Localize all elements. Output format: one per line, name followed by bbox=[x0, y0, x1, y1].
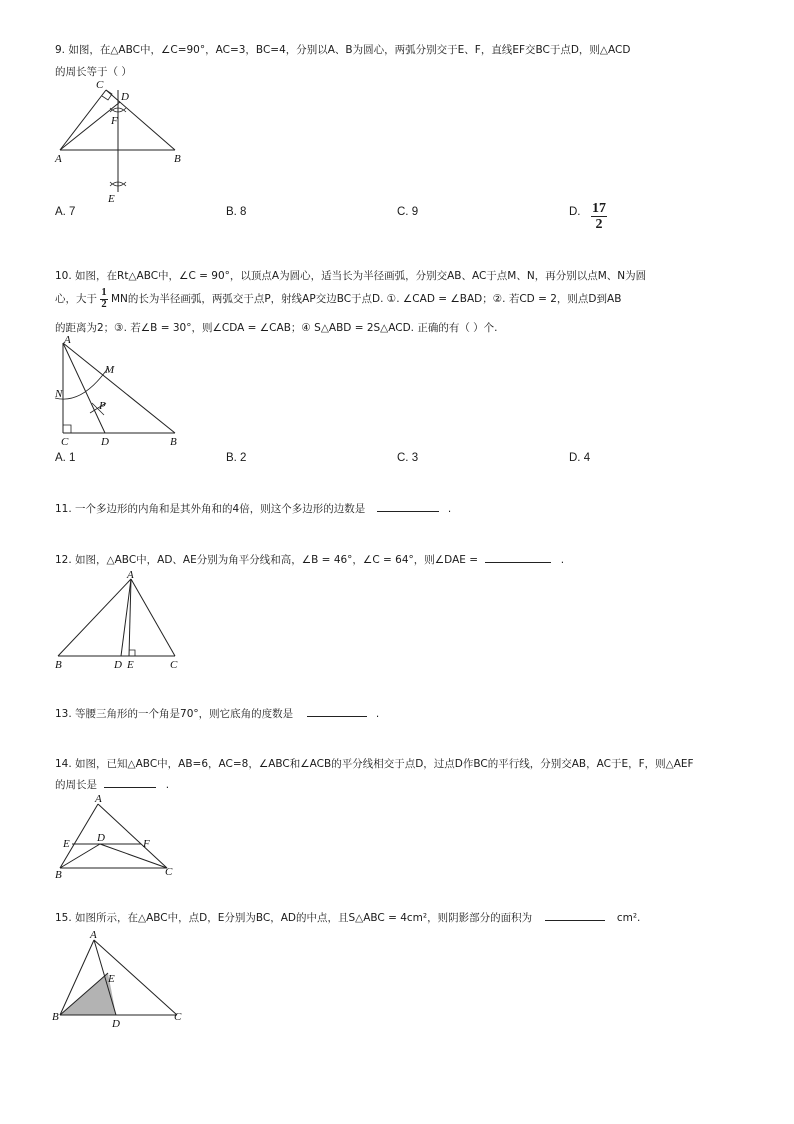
q9-option-b[interactable]: B. 8 bbox=[226, 206, 247, 218]
q13-text: 13. 等腰三角形的一个角是70°，则它底角的度数是 bbox=[55, 708, 294, 720]
q10-option-d[interactable]: D. 4 bbox=[569, 452, 591, 464]
q14-label-a: A bbox=[95, 793, 102, 805]
q10-label-p: P bbox=[99, 400, 106, 412]
q10-option-c[interactable]: C. 3 bbox=[397, 452, 419, 464]
q15-label-b: B bbox=[52, 1011, 59, 1023]
q9-figure bbox=[50, 78, 200, 208]
q10-stem-line2-post: MN的长为半径画弧，两弧交于点P，射线AP交边BC于点D. ①. ∠CAD = ∠BAD；②. 若CD = 2，则点D到AB bbox=[110, 293, 622, 305]
q14-label-f: F bbox=[143, 838, 150, 850]
q14-answer-blank[interactable] bbox=[104, 787, 156, 788]
q14-label-b: B bbox=[55, 869, 62, 881]
q9-option-d-numerator: 17 bbox=[592, 201, 606, 216]
q10-figure bbox=[50, 333, 190, 448]
q10-label-n: N bbox=[55, 388, 63, 400]
q10-stem-line1: 10. 如图，在Rt△ABC中，∠C = 90°，以顶点A为圆心，适当长为半径画弧，分别交AB、AC于点M、N，再分别以点M、N为圆 bbox=[55, 270, 647, 282]
q12-label-b: B bbox=[55, 659, 62, 671]
q12-end: . bbox=[560, 554, 565, 566]
q14-stem-line1: 14. 如图，已知△ABC中，AB=6，AC=8，∠ABC和∠ACB的平分线相交于点D，过点D作BC的平行线，分别交AB，AC于E，F，则△AEF bbox=[55, 758, 694, 770]
q13-answer-blank[interactable] bbox=[307, 716, 367, 717]
q9-stem-line1: 9. 如图，在△ABC中，∠C=90°，AC=3，BC=4，分别以A、B为圆心，两弧分别交于E、F，直线EF交BC于点D，则△ACD bbox=[55, 44, 631, 56]
q10-label-c: C bbox=[61, 436, 69, 448]
q9-label-e: E bbox=[108, 193, 115, 205]
q11-end: . bbox=[447, 503, 452, 515]
q10-stem-line2-pre: 心，大于 bbox=[55, 293, 97, 305]
q9-option-d[interactable]: D. bbox=[569, 206, 581, 218]
q15-text: 15. 如图所示，在△ABC中，点D，E分别为BC，AD的中点，且S△ABC = 4cm²，则阴影部分的面积为 bbox=[55, 912, 533, 924]
q15-figure bbox=[50, 925, 190, 1035]
q9-label-c: C bbox=[96, 79, 104, 91]
q10-half-numerator: 1 bbox=[101, 287, 107, 298]
q14-figure bbox=[50, 790, 190, 885]
q15-label-c: C bbox=[174, 1011, 182, 1023]
q9-label-b: B bbox=[174, 153, 181, 165]
q10-stem-line2 bbox=[55, 288, 621, 310]
q14-label-c: C bbox=[165, 866, 173, 878]
q9-option-d-denominator: 2 bbox=[595, 217, 603, 233]
q12-label-c: C bbox=[170, 659, 178, 671]
q12-label-e: E bbox=[127, 659, 134, 671]
q9-option-a[interactable]: A. 7 bbox=[55, 206, 76, 218]
q14-text: 的周长是 bbox=[55, 779, 97, 791]
q9-label-f: F bbox=[111, 115, 118, 127]
q9-option-d-fraction bbox=[591, 201, 607, 233]
q9-label-d: D bbox=[121, 91, 129, 103]
q15-unit: cm². bbox=[616, 912, 641, 924]
q10-label-a: A bbox=[64, 334, 71, 346]
q10-label-d: D bbox=[101, 436, 109, 448]
q15-label-a: A bbox=[90, 929, 97, 941]
q13-stem bbox=[55, 706, 379, 721]
q9-option-c[interactable]: C. 9 bbox=[397, 206, 419, 218]
q9-label-a: A bbox=[55, 153, 62, 165]
q12-answer-blank[interactable] bbox=[485, 562, 551, 563]
q15-label-e: E bbox=[108, 973, 115, 985]
q12-stem bbox=[55, 552, 564, 567]
q14-label-d: D bbox=[97, 832, 105, 844]
q10-option-b[interactable]: B. 2 bbox=[226, 452, 247, 464]
q12-text: 12. 如图，△ABC中，AD、AE分别为角平分线和高，∠B = 46°，∠C = 64°，则∠DAE = bbox=[55, 554, 479, 566]
q9-stem-line2: 的周长等于（ ） bbox=[55, 66, 132, 78]
q12-label-d: D bbox=[114, 659, 122, 671]
q15-stem bbox=[55, 910, 640, 925]
q13-end: . bbox=[375, 708, 380, 720]
q10-stem-line3: 的距离为2；③. 若∠B = 30°，则∠CDA = ∠CAB；④ S△ABD = 2S△ACD. 正确的有（ ）个. bbox=[55, 322, 498, 334]
q11-text: 11. 一个多边形的内角和是其外角和的4倍，则这个多边形的边数是 bbox=[55, 503, 366, 515]
q11-stem bbox=[55, 501, 451, 516]
q14-end: . bbox=[165, 779, 170, 791]
q10-label-m: M bbox=[105, 364, 115, 376]
q12-label-a: A bbox=[127, 569, 134, 581]
q10-half-denominator: 2 bbox=[101, 298, 107, 310]
q15-label-d: D bbox=[112, 1018, 120, 1030]
q10-option-a[interactable]: A. 1 bbox=[55, 452, 76, 464]
q10-label-b: B bbox=[170, 436, 177, 448]
q11-answer-blank[interactable] bbox=[377, 511, 439, 512]
q15-answer-blank[interactable] bbox=[545, 920, 605, 921]
q12-figure bbox=[50, 566, 190, 674]
q10-half-fraction bbox=[100, 288, 107, 310]
q14-label-e: E bbox=[63, 838, 70, 850]
